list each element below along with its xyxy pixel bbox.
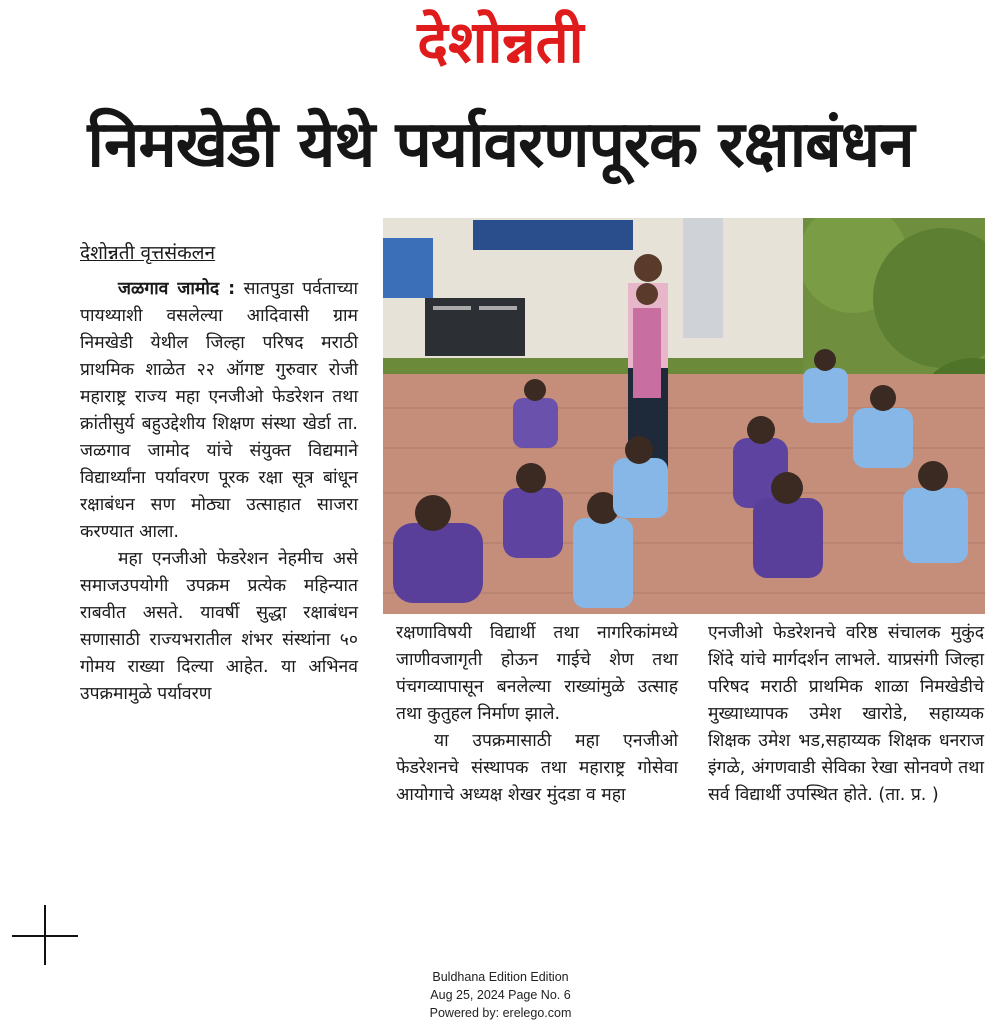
paragraph-5: एनजीओ फेडरेशनचे वरिष्ठ संचालक मुकुंद शिंदे यांचे मार्गदर्शन लाभले. याप्रसंगी जिल्हा परिषद मराठी प्राथमिक शाळा निमखेडीचे मुख्याध्यापक उमेश खारोडे, सहाय्यक शिक्षक उमेश भड,सहाय्यक शिक्षक धनराज इंगळे, अंगणवाडी सेविका रेखा सोनवणे तथा सर्व विद्यार्थी उपस्थित होते. (ता. प्र. ) bbox=[708, 623, 984, 805]
footer-edition: Buldhana Edition Edition bbox=[432, 970, 569, 984]
paragraph-2: महा एनजीओ फेडरेशन नेहमीच असे समाजउपयोगी उपक्रम प्रत्येक महिन्यात राबवीत असते. यावर्षी सुद्धा रक्षाबंधन सणासाठी राज्यभरातील शंभर संस्थांना ५० गोमय राख्या दिल्या आहेत. या अभिनव उपक्रमामुळे पर्यावरण bbox=[80, 549, 358, 704]
article-photo bbox=[383, 218, 985, 614]
paragraph-4: या उपक्रमासाठी महा एनजीओ फेडरेशनचे संस्थापक तथा महाराष्ट्र गोसेवा आयोगाचे अध्यक्ष शेखर मुंदडा व महा bbox=[396, 731, 678, 805]
crop-mark-vertical bbox=[44, 905, 46, 965]
article-column-2 bbox=[396, 620, 678, 809]
article-column-1 bbox=[80, 238, 358, 708]
byline: देशोन्नती वृत्तसंकलन bbox=[80, 242, 216, 264]
footer-date-page: Aug 25, 2024 Page No. 6 bbox=[430, 988, 571, 1002]
photo-illustration bbox=[383, 218, 985, 614]
footer-powered-by: Powered by: erelego.com bbox=[429, 1006, 572, 1020]
article-column-3 bbox=[708, 620, 984, 809]
paragraph-1-text: सातपुडा पर्वताच्या पायथ्याशी वसलेल्या आदिवासी ग्राम निमखेडी येथील जिल्हा परिषद मराठी प्राथमिक शाळेत २२ ऑगष्ट गुरुवार रोजी महाराष्ट्र राज्य महा एनजीओ फेडरेशन तथा क्रांतीसुर्य बहुउद्देशीय शिक्षण संस्था खेर्डा ता. जळगाव जामोद यांचे संयुक्त विद्यमाने विद्यार्थ्यांना पर्यावरण पूरक रक्षा सूत्र बांधून रक्षाबंधन सण मोठ्या उत्साहात साजरा करण्यात आला. bbox=[80, 279, 358, 542]
paragraph-1 bbox=[80, 276, 358, 546]
masthead-logo: देशोन्नती bbox=[417, 8, 584, 76]
dateline: जळगाव जामोद : bbox=[118, 279, 236, 299]
page-footer bbox=[340, 968, 661, 1022]
article-headline: निमखेडी येथे पर्यावरणपूरक रक्षाबंधन bbox=[87, 108, 914, 182]
paragraph-3: रक्षणाविषयी विद्यार्थी तथा नागरिकांमध्ये जाणीवजागृती होऊन गाईचे शेण तथा पंचगव्यापासून बनलेल्या राख्यांमुळे उत्साह तथा कुतुहल निर्माण झाले. bbox=[396, 623, 678, 724]
